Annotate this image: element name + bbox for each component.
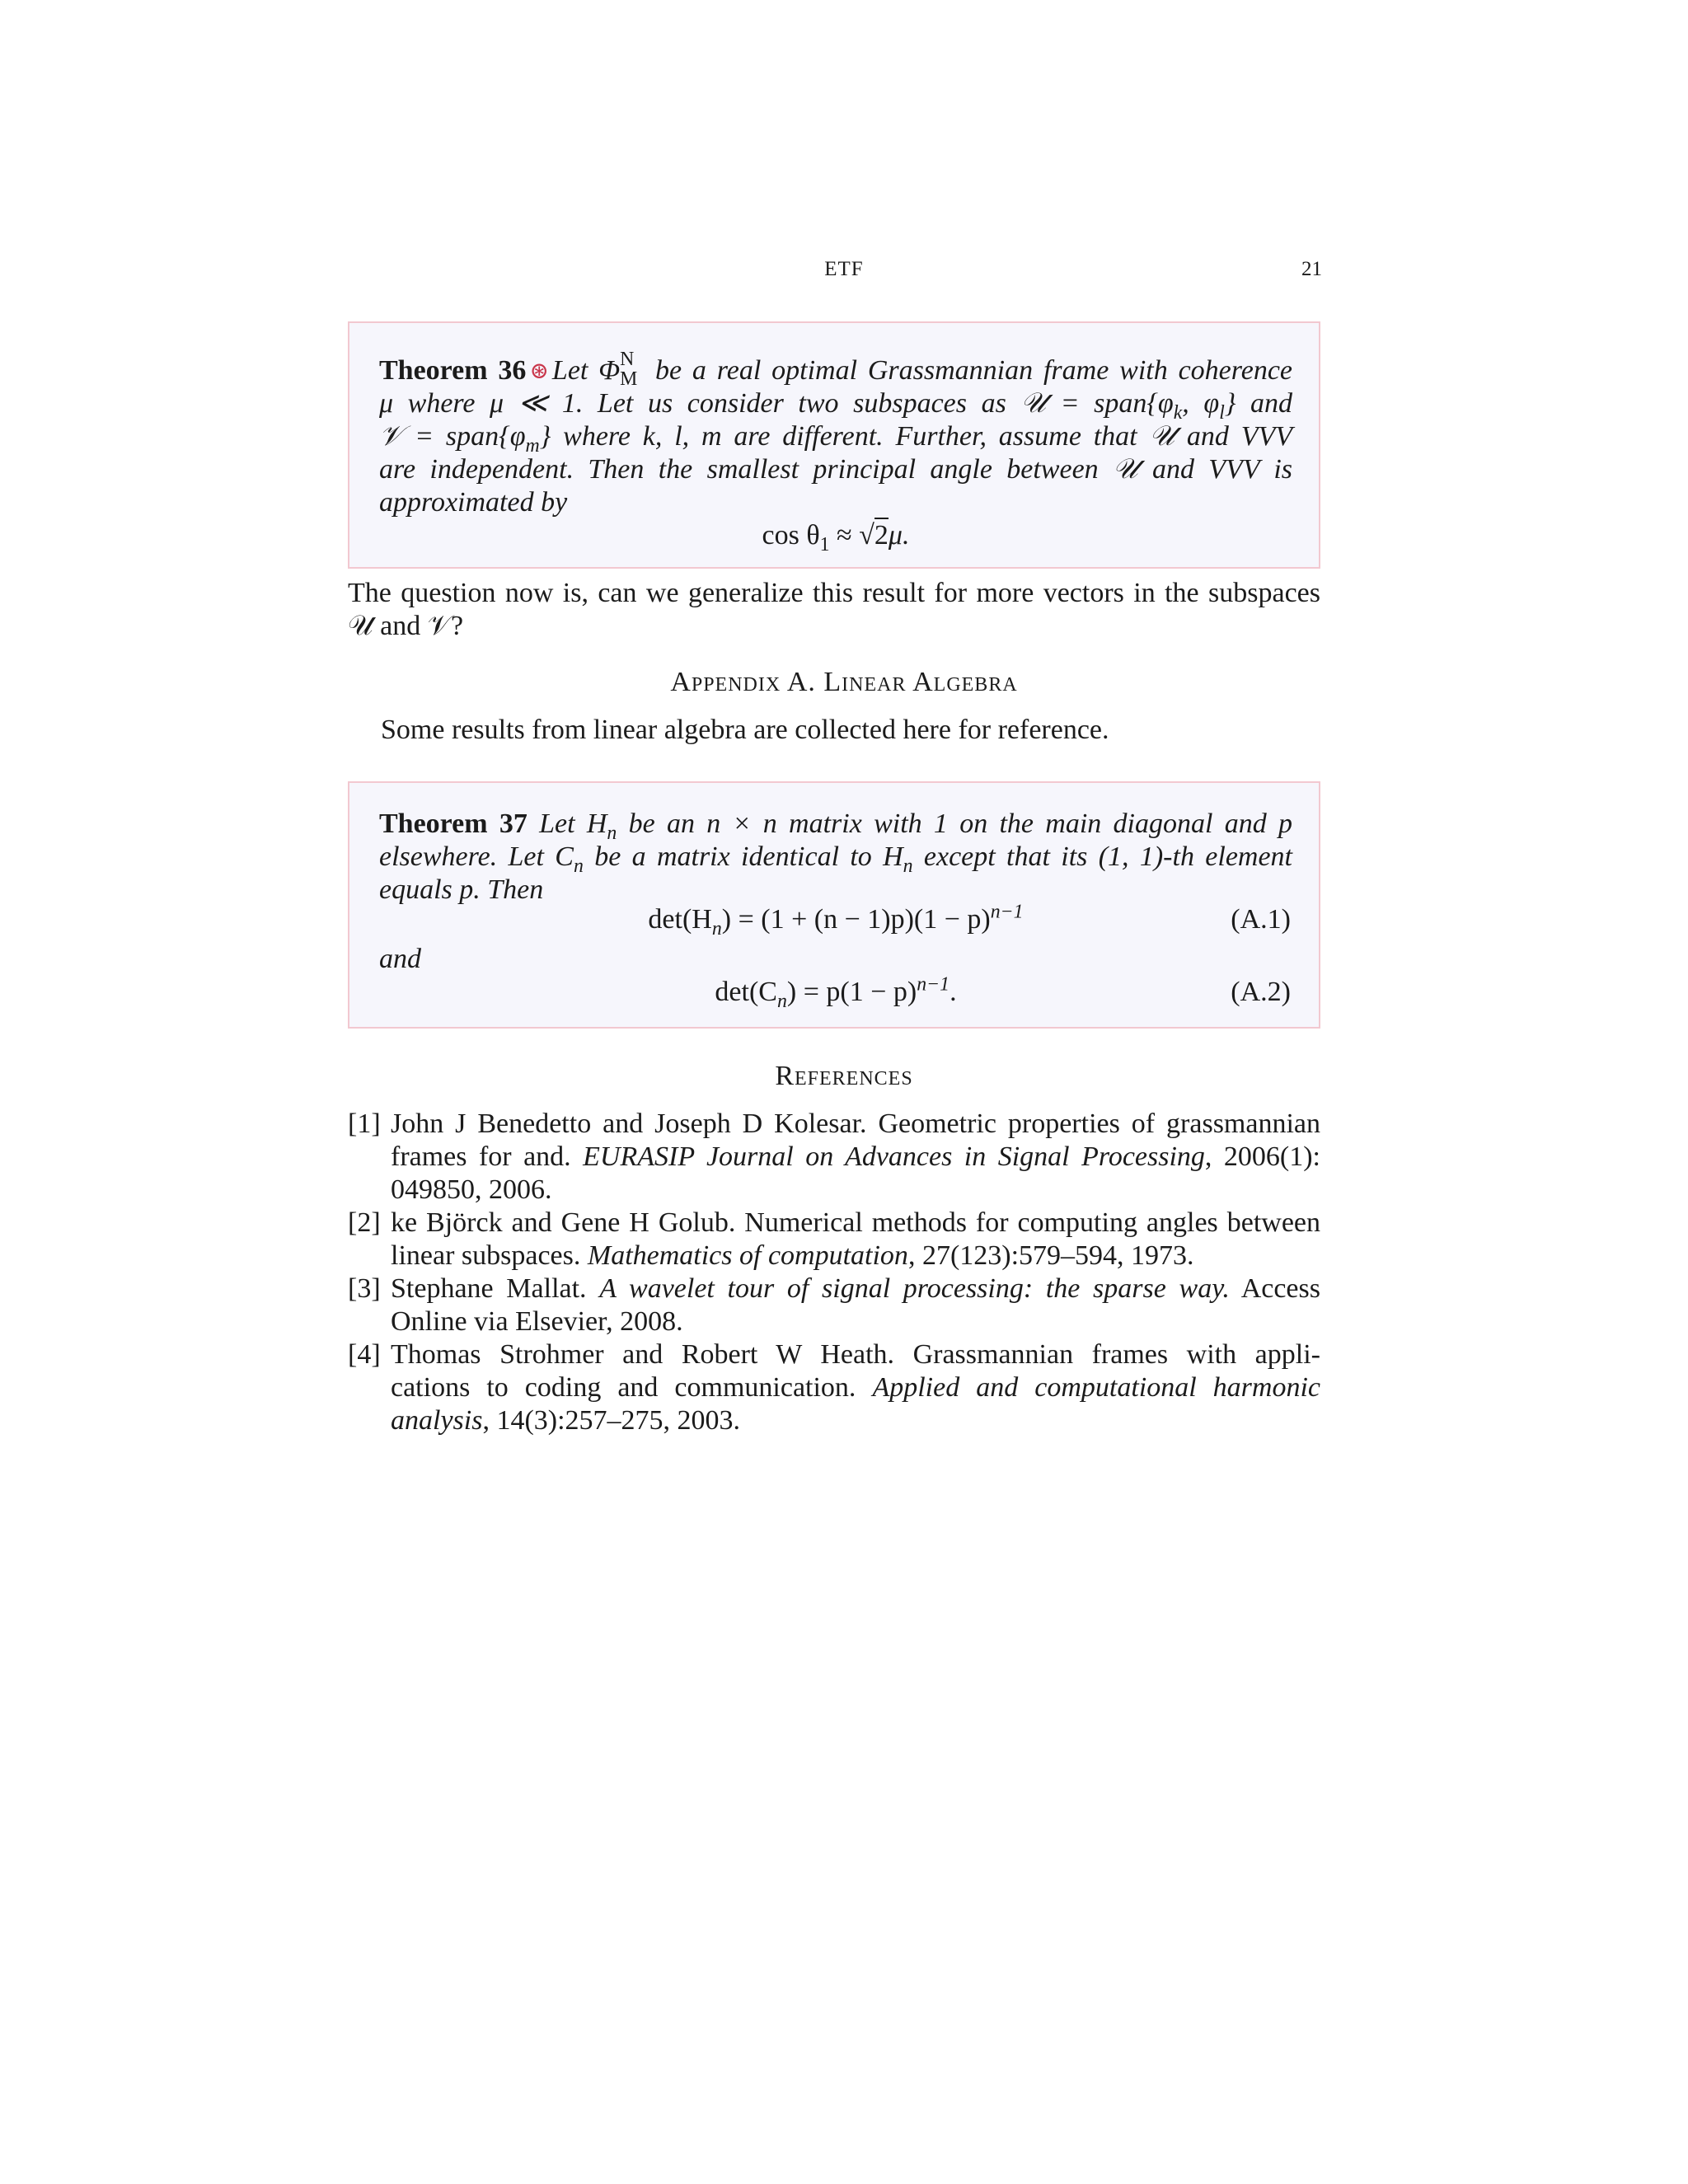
reference-3-line-1: Stephane Mallat. A wavelet tour of signal processing: the sparse way. Access (391, 1273, 1320, 1304)
theorem-37-line-3: equals p. Then (379, 874, 544, 905)
reference-1-line-2: frames for and. EURASIP Journal on Advances in Signal Processing, 2006(1): (391, 1141, 1320, 1172)
reference-1-line-1: John J Benedetto and Joseph D Kolesar. Geometric properties of grassmannian (391, 1108, 1320, 1139)
reference-3-line-2: Online via Elsevier, 2008. (391, 1306, 683, 1337)
equation-a2-number: (A.2) (1231, 977, 1291, 1007)
paragraph-line-1: The question now is, can we generalize this result for more vectors in the subspaces (348, 578, 1320, 608)
star-icon: ⊛ (529, 359, 549, 384)
theorem-37-line-1: Theorem 37 Let $H_n$ be an n × n matrix with 1 on the main diagonal and p (379, 808, 1293, 844)
appendix-heading: Appendix A. Linear Algebra (670, 667, 1018, 697)
reference-2-line-2: linear subspaces. Mathematics of computation, 27(123):579–594, 1973. (391, 1240, 1194, 1271)
reference-3-label: [3] (348, 1273, 381, 1304)
theorem-37-label: Theorem 37 (379, 808, 528, 839)
reference-2-line-1: ke Björck and Gene H Golub. Numerical methods for computing angles between (391, 1207, 1320, 1238)
reference-4-line-3: analysis, 14(3):257–275, 2003. (391, 1405, 741, 1436)
equation-a1: $\det(H_n) = (1 + (n - 1)p)(1 - p)^{n-1}$ (648, 901, 1024, 940)
theorem-37-box (348, 781, 1320, 1029)
theorem-36-line-3: 𝒱 = $span\{\varphi_m\}$ where k, l, m are different. Further, assume that 𝒰 and VVV (379, 421, 1292, 457)
reference-4-line-1: Thomas Strohmer and Robert W Heath. Grassmannian frames with appli- (391, 1339, 1320, 1370)
theorem-36-box (348, 321, 1320, 569)
theorem-37-and: and (379, 944, 421, 974)
reference-1-line-3: 049850, 2006. (391, 1174, 552, 1205)
paragraph-line-2: 𝒰 and 𝒱? (348, 611, 464, 641)
reference-4-label: [4] (348, 1339, 381, 1370)
theorem-36-line-5: approximated by (379, 487, 568, 518)
equation-a1-number: (A.1) (1231, 904, 1291, 935)
theorem-36-line-4: are independent. Then the smallest principal angle between 𝒰 and VVV is (379, 454, 1292, 485)
running-title: ETF (824, 258, 864, 280)
theorem-36-label: Theorem 36 (379, 355, 527, 386)
appendix-intro: Some results from linear algebra are collected here for reference. (381, 715, 1109, 745)
reference-1-label: [1] (348, 1108, 381, 1139)
theorem-36-line-2: μ where μ ≪ 1. Let us consider two subspaces as 𝒰 = $span\{\varphi_k$, $\varphi_l$} and (379, 388, 1292, 424)
reference-2-label: [2] (348, 1207, 381, 1238)
page-number: 21 (1301, 258, 1322, 280)
theorem-36-formula: $\cos \theta_1 \approx √2\mu$. (349, 519, 1322, 552)
theorem-37-line-2: elsewhere. Let $C_n$ be a matrix identical to $H_n$ except that its (1, 1)-th element (379, 841, 1292, 877)
reference-4-line-2: cations to coding and communication. Applied and computational harmonic (391, 1372, 1320, 1403)
references-heading: References (775, 1061, 913, 1091)
equation-a2: $\det(C_n) = p(1 - p)^{n-1}$. (715, 973, 957, 1012)
theorem-36-line-1: Theorem 36 ⊛ Let Φ N M be a real optimal Grassmannian frame with coherence (379, 349, 1292, 390)
